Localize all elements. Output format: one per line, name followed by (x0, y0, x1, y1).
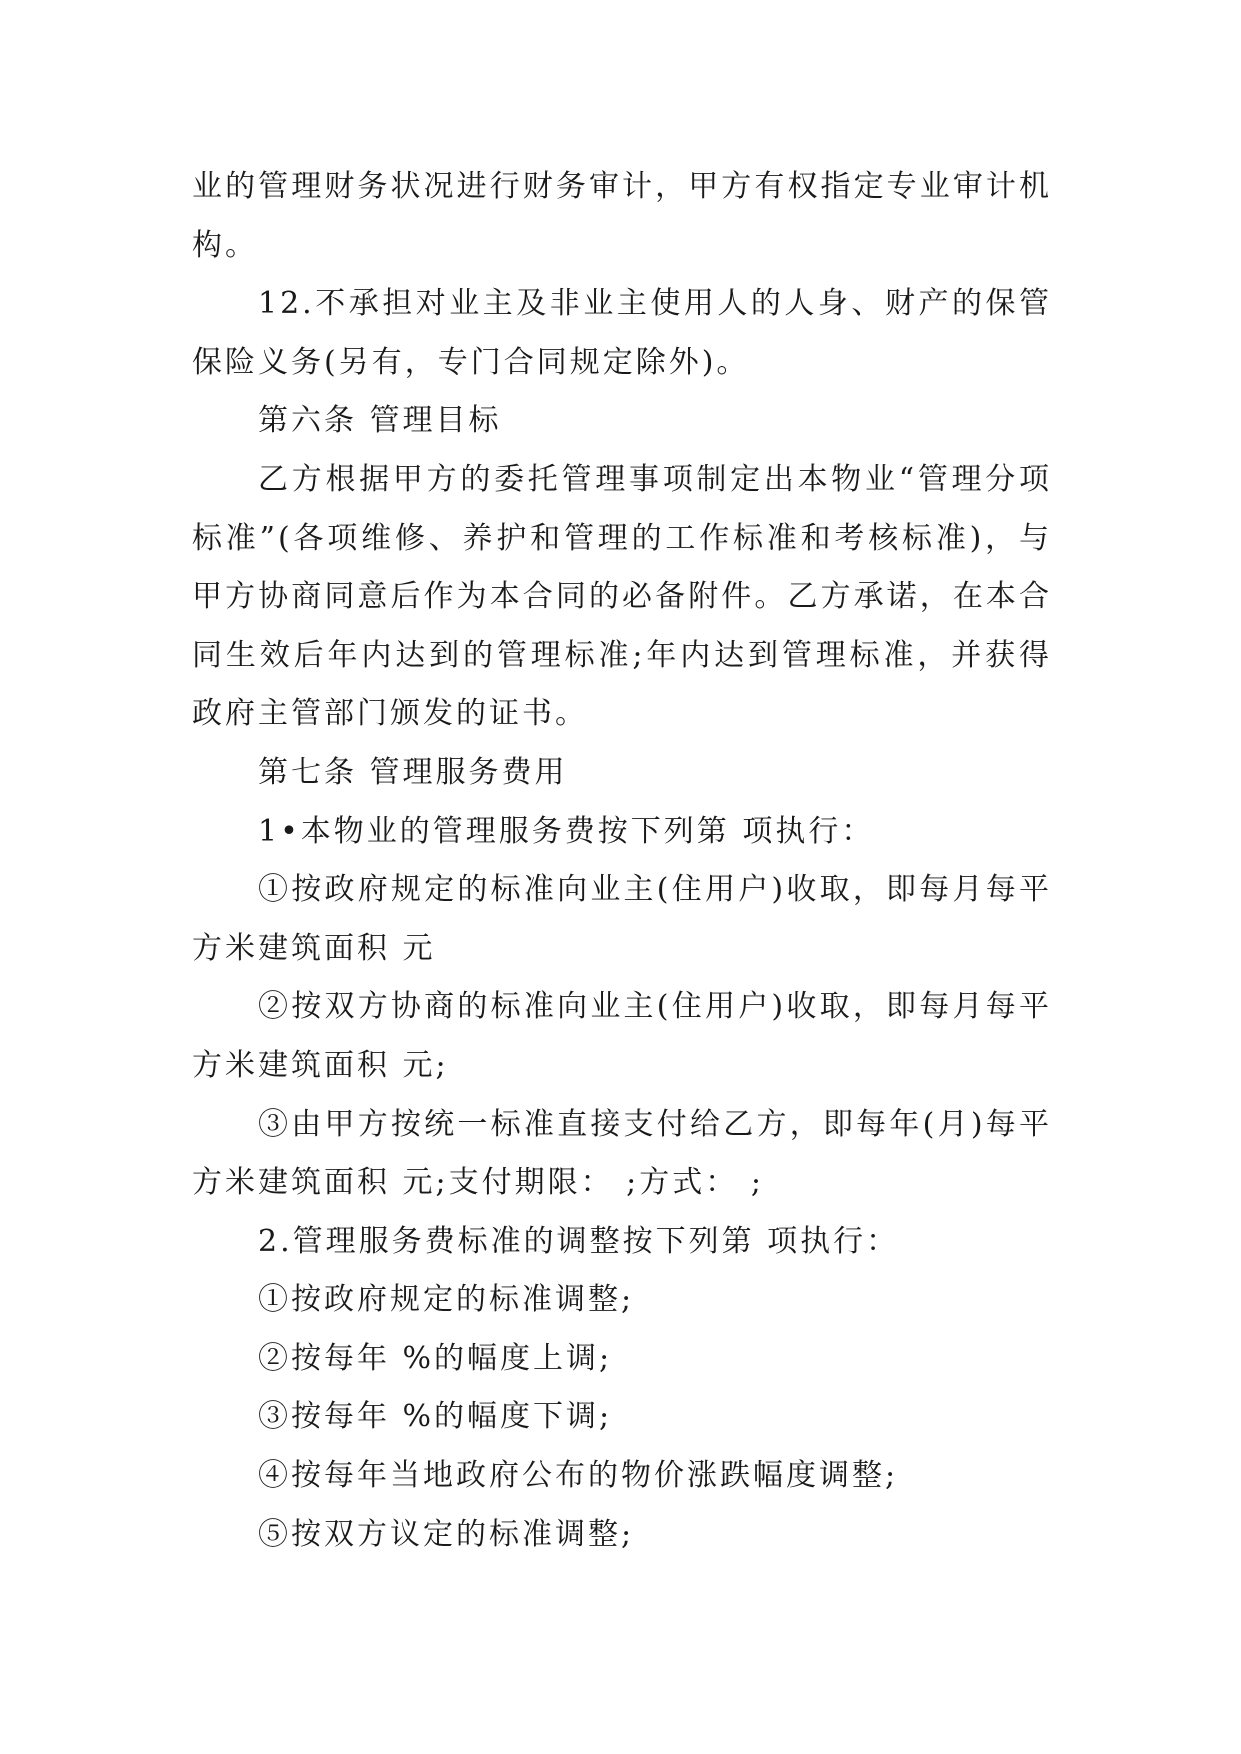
paragraph-adjust-option-4: ④按每年当地政府公布的物价涨跌幅度调整; (258, 1458, 899, 1494)
paragraph-fee-option-2: ②按双方协商的标准向业主(住用户)收取，即每月每平方米建筑面积 元; (192, 989, 1052, 1083)
document-body (192, 158, 1052, 1564)
heading-article-6: 第六条 管理目标 (258, 403, 502, 439)
paragraph-fee-item-2: 2.管理服务费标准的调整按下列第 项执行： (258, 1223, 900, 1259)
paragraph-management-goals: 乙方根据甲方的委托管理事项制定出本物业“管理分项标准”(各项维修、养护和管理的工作标准和考核标准)，与甲方协商同意后作为本合同的必备附件。乙方承诺，在本合同生效后年内达到的管理标准;年内达到管理标准，并获得政府主管部门颁发的证书。 (192, 461, 1052, 732)
paragraph-adjust-option-3: ③按每年 %的幅度下调; (258, 1399, 613, 1435)
paragraph-adjust-option-5: ⑤按双方议定的标准调整; (258, 1516, 635, 1552)
paragraph-item-12: 12.不承担对业主及非业主使用人的人身、财产的保管保险义务(另有，专门合同规定除外)。 (192, 286, 1052, 380)
paragraph-fee-item-1: 1•本物业的管理服务费按下列第 项执行： (258, 813, 875, 849)
paragraph-fee-option-3: ③由甲方按统一标准直接支付给乙方，即每年(月)每平方米建筑面积 元;支付期限： ;方式： ; (192, 1106, 1052, 1201)
paragraph-adjust-option-2: ②按每年 %的幅度上调; (258, 1340, 613, 1376)
heading-article-7: 第七条 管理服务费用 (258, 754, 568, 790)
paragraph-audit-continuation: 业的管理财务状况进行财务审计，甲方有权指定专业审计机构。 (192, 169, 1052, 263)
paragraph-fee-option-1: ①按政府规定的标准向业主(住用户)收取，即每月每平方米建筑面积 元 (192, 872, 1052, 966)
paragraph-adjust-option-1: ①按政府规定的标准调整; (258, 1282, 635, 1318)
